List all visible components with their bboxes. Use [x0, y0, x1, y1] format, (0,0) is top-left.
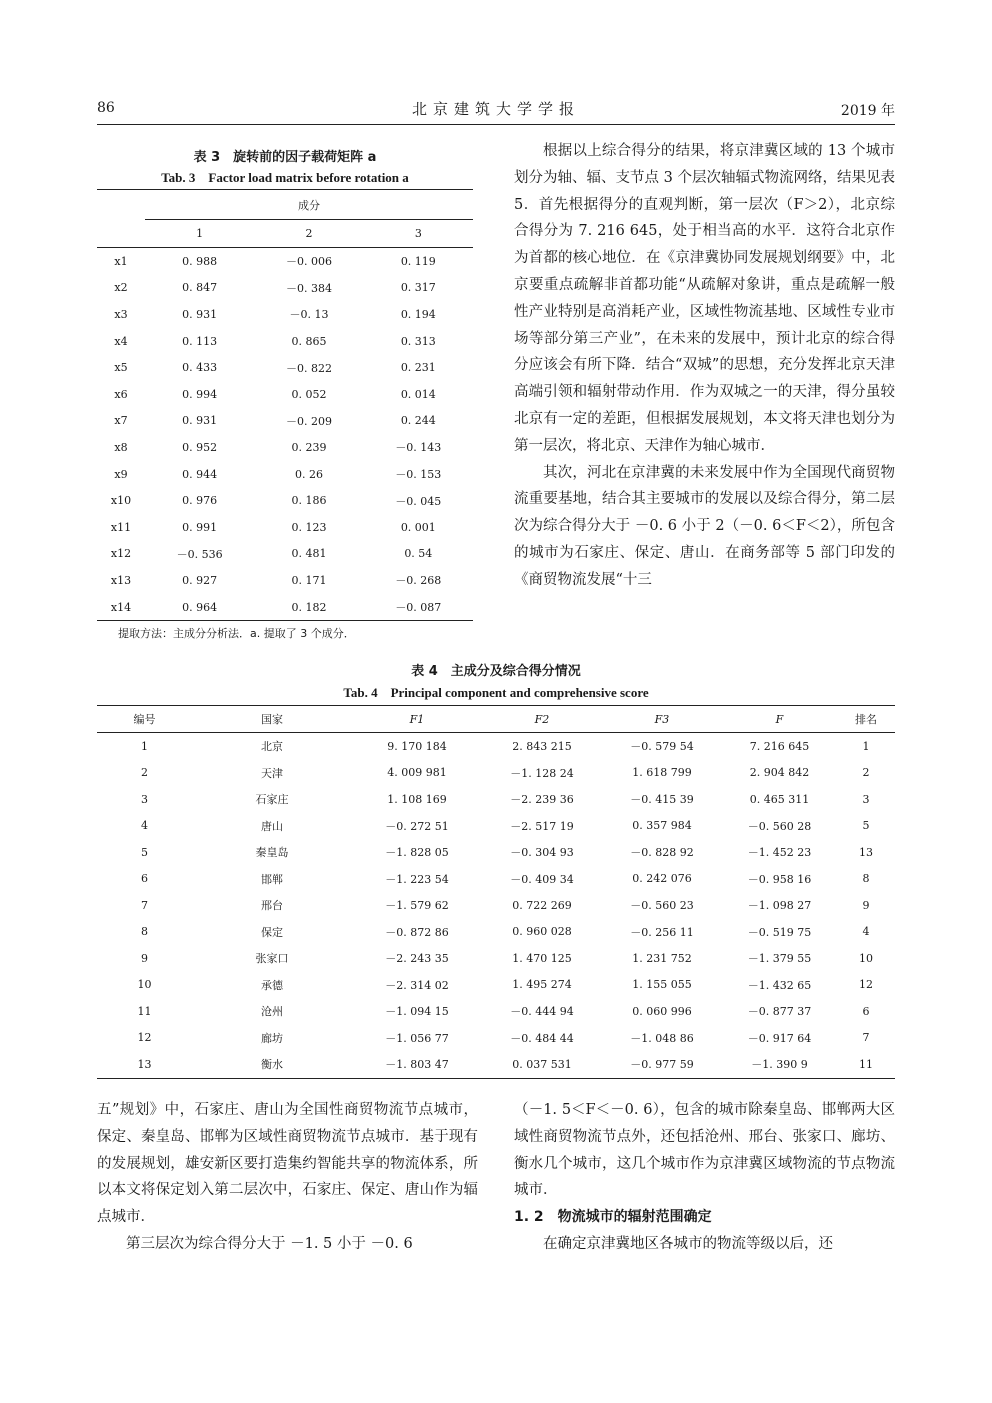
- table-cell: －1. 579 62: [385, 899, 449, 913]
- table-cell: －0. 13: [289, 308, 329, 322]
- year: 2019 年: [840, 103, 895, 119]
- table-cell: 3: [141, 792, 148, 806]
- table-row: [97, 945, 895, 972]
- table4-caption-en: Tab. 4 Principal component and comprehensive score: [343, 685, 649, 700]
- table-row: [97, 461, 473, 488]
- row-label: x1: [114, 254, 128, 268]
- table-cell: 0. 123: [291, 520, 327, 534]
- table-cell: 0. 964: [182, 600, 218, 614]
- table3-corner: [97, 190, 145, 220]
- table4-caption-cn: 表 4 主成分及综合得分情况: [411, 664, 581, 679]
- paragraph: 根据以上综合得分的结果，将京津冀区域的 13 个城市划分为轴、辐、支节点 3 个层次轴辐式物流网络，结果见表 5．首先根据得分的直观判断，第一层次（F＞2），北京综合得分为 7. 216 645，处于相当高的水平．这符合北京作为首都的核心地位．在《京津冀协同发展规划纲要》中，北京要重点疏解非首都功能“从疏解对象讲，重点是疏解一般性产业特别是高消耗产业，区域性物流基地、区域性专业市场等部分第三产业”，在未来的发展中，预计北京的综合得分应该会有所下降．结合“双城”的思想，充分发挥北京天津高端引领和辐射带动作用．作为双城之一的天津，得分虽较北京有一定的差距，但根据发展规划，本文将天津也划分为第一层次，将北京、天津作为轴心城市．: [514, 143, 895, 454]
- table-cell: 0. 991: [182, 520, 218, 534]
- table-cell: －0. 268: [395, 574, 442, 588]
- table-cell: 0. 944: [182, 467, 218, 481]
- table-cell: －1. 452 23: [747, 846, 812, 860]
- table-cell: 1. 618 799: [632, 766, 692, 780]
- table-cell: 邯郸: [261, 872, 283, 886]
- table-cell: 11: [137, 1004, 152, 1018]
- table-row: [97, 839, 895, 866]
- table-col-header: 国家: [261, 713, 283, 726]
- table-cell: 4. 009 981: [387, 766, 447, 780]
- table-cell: －0. 045: [395, 494, 442, 508]
- table-cell: 张家口: [255, 952, 289, 966]
- table-row: [97, 301, 473, 328]
- table-cell: －1. 048 86: [630, 1031, 694, 1045]
- table-cell: 0. 231: [400, 361, 436, 375]
- table-row: [97, 434, 473, 461]
- table-cell: 天津: [261, 766, 283, 780]
- table-cell: －1. 432 65: [747, 978, 812, 992]
- table-row: [97, 248, 473, 275]
- row-label: x5: [114, 361, 128, 375]
- table-row: [97, 786, 895, 813]
- table-cell: 0. 194: [400, 307, 436, 321]
- table-cell: 0. 988: [182, 254, 218, 268]
- table-cell: 3: [862, 792, 870, 806]
- table-cell: 0. 037 531: [512, 1057, 572, 1071]
- table-cell: 0. 357 984: [632, 819, 692, 833]
- table-cell: －0. 256 11: [630, 925, 694, 939]
- table-cell: 沧州: [261, 1005, 283, 1019]
- table-cell: 0. 927: [182, 573, 218, 587]
- table-cell: －2. 517 19: [510, 819, 574, 833]
- table-row: [97, 354, 473, 381]
- table-row: [97, 733, 895, 760]
- table-cell: 廊坊: [261, 1031, 283, 1045]
- table3-col-header-row: [97, 220, 473, 248]
- table-cell: 0. 186: [291, 494, 327, 508]
- table-cell: －0. 415 39: [630, 793, 694, 807]
- row-label: x2: [114, 281, 128, 295]
- body-text-right-lower: [514, 1097, 895, 1258]
- table-cell: 7: [862, 1031, 870, 1045]
- table-cell: 0. 847: [182, 281, 218, 295]
- table-cell: －0. 917 64: [747, 1031, 812, 1045]
- paragraph: 在确定京津冀地区各城市的物流等级以后，还: [543, 1235, 833, 1252]
- row-label: x9: [114, 467, 128, 481]
- table-cell: 0. 931: [182, 307, 218, 321]
- table-cell: 1. 470 125: [512, 951, 572, 965]
- table-cell: 2. 904 842: [749, 766, 810, 780]
- table-cell: －0. 087: [395, 601, 442, 615]
- table4: [97, 705, 895, 1079]
- table-row: [97, 487, 473, 514]
- table-cell: 0. 052: [291, 387, 327, 401]
- paragraph: 第三层次为综合得分大于 －1. 5 小于 －0. 6: [126, 1235, 413, 1252]
- body-text-right: [514, 138, 895, 594]
- table-cell: 0. 171: [291, 573, 327, 587]
- table-cell: 秦皇岛: [255, 846, 289, 860]
- table-cell: 北京: [261, 740, 283, 754]
- table-cell: 9: [862, 898, 870, 912]
- table-col-header: F1: [409, 712, 425, 726]
- table-cell: －0. 828 92: [630, 846, 694, 860]
- table-cell: 2: [141, 766, 148, 780]
- table3-col-header: 1: [196, 227, 204, 240]
- table-cell: 6: [862, 1004, 870, 1018]
- table-cell: －2. 243 35: [385, 952, 449, 966]
- paragraph: 其次，河北在京津冀的未来发展中作为全国现代商贸物流重要基地，结合其主要城市的发展以及综合得分，第二层次为综合得分大于 －0. 6 小于 2（－0. 6＜F＜2），所包含的城市为石家庄、保定、唐山．在商务部等 5 部门印发的《商贸物流发展“十三: [514, 464, 895, 588]
- table-cell: －0. 444 94: [510, 1005, 574, 1019]
- table-row: [97, 275, 473, 302]
- table4-header-row: [97, 706, 895, 733]
- table-cell: 0. 481: [291, 547, 327, 561]
- table-cell: －1. 128 24: [510, 766, 574, 780]
- table-cell: 0. 722 269: [512, 898, 572, 912]
- table-cell: －0. 579 54: [630, 740, 694, 754]
- table-col-header: 编号: [133, 713, 156, 726]
- table-cell: －0. 872 86: [385, 925, 449, 939]
- table-cell: 9. 170 184: [387, 739, 447, 753]
- table-cell: －2. 314 02: [385, 978, 449, 992]
- row-label: x11: [110, 520, 132, 534]
- table-row: [97, 514, 473, 541]
- table-cell: 12: [859, 978, 873, 992]
- table-cell: 1: [862, 739, 870, 753]
- table-cell: －0. 977 59: [630, 1058, 694, 1072]
- table-cell: －1. 056 77: [385, 1031, 449, 1045]
- table-cell: －1. 803 47: [385, 1058, 449, 1072]
- table-cell: 1. 231 752: [632, 951, 692, 965]
- table-cell: 13: [137, 1057, 152, 1071]
- table-cell: 承德: [261, 978, 283, 992]
- table-cell: 石家庄: [255, 793, 289, 807]
- table-cell: －1. 390 9: [751, 1058, 808, 1072]
- table-cell: 6: [141, 872, 148, 886]
- table-cell: －0. 209: [285, 414, 332, 428]
- table-cell: 唐山: [261, 819, 283, 833]
- header-rule: [97, 124, 895, 125]
- table-cell: －0. 822: [285, 361, 332, 375]
- table-cell: 0. 931: [182, 414, 218, 428]
- row-label: x7: [114, 414, 128, 428]
- journal-title: 北京建筑大学学报: [411, 100, 580, 118]
- table-cell: 4: [141, 819, 148, 833]
- table-col-header: 排名: [855, 713, 877, 726]
- table-cell: 0. 317: [400, 281, 436, 295]
- row-label: x4: [114, 334, 128, 348]
- body-text-left-lower: [97, 1097, 478, 1258]
- table-row: [97, 541, 473, 568]
- table-cell: 0. 994: [182, 387, 218, 401]
- table-cell: 0. 119: [400, 254, 436, 268]
- table-cell: 0. 113: [182, 334, 218, 348]
- table-cell: 8: [141, 925, 148, 939]
- table-cell: 0. 239: [291, 440, 327, 454]
- table-cell: 7. 216 645: [749, 739, 810, 753]
- table-cell: 5: [862, 819, 870, 833]
- table-cell: －0. 153: [395, 468, 442, 482]
- row-label: x10: [110, 494, 132, 508]
- table-cell: 0. 26: [294, 467, 323, 481]
- table3-caption-cn: 表 3 旋转前的因子载荷矩阵 a: [193, 150, 377, 165]
- table-cell: 8: [862, 872, 870, 886]
- table-row: [97, 892, 895, 919]
- table-cell: 11: [859, 1057, 873, 1071]
- table-cell: 4: [862, 925, 870, 939]
- table-cell: 13: [859, 845, 873, 859]
- table-cell: 0. 182: [291, 600, 327, 614]
- table-cell: 0. 54: [404, 547, 433, 561]
- table-cell: －0. 304 93: [510, 846, 574, 860]
- table-cell: 0. 960 028: [512, 925, 572, 939]
- page-number: 86: [97, 100, 115, 116]
- table-cell: －0. 409 34: [510, 872, 574, 886]
- table-cell: 2: [862, 766, 870, 780]
- table-cell: －1. 828 05: [385, 846, 449, 860]
- table-cell: 0. 865: [291, 334, 327, 348]
- paragraph: 五”规划》中，石家庄、唐山为全国性商贸物流节点城市，保定、秦皇岛、邯郸为区域性商贸物流节点城市．基于现有的发展规划，雄安新区要打造集约智能共享的物流体系，所以本文将保定划入第二层次中，石家庄、保定、唐山作为辐点城市．: [97, 1102, 478, 1226]
- table-cell: 0. 014: [400, 387, 436, 401]
- table-cell: －1. 098 27: [747, 899, 812, 913]
- section-heading: 1. 2 物流城市的辐射范围确定: [514, 1209, 712, 1226]
- row-label: x13: [110, 573, 132, 587]
- table-row: [97, 760, 895, 787]
- table-cell: 0. 952: [182, 440, 218, 454]
- table-cell: －0. 143: [395, 441, 442, 455]
- table-cell: 0. 001: [400, 520, 436, 534]
- table-cell: －1. 223 54: [385, 872, 449, 886]
- table-cell: 0. 313: [400, 334, 436, 348]
- table-cell: 保定: [261, 925, 283, 939]
- table-cell: 10: [137, 978, 152, 992]
- table-cell: －0. 560 23: [630, 899, 694, 913]
- table-cell: 12: [137, 1031, 152, 1045]
- table-row: [97, 866, 895, 893]
- table-cell: －0. 384: [285, 281, 332, 295]
- table-row: [97, 381, 473, 408]
- row-label: x6: [114, 387, 128, 401]
- table3-note: 提取方法：主成分分析法．a. 提取了 3 个成分．: [118, 627, 355, 640]
- table-cell: 0. 244: [400, 414, 436, 428]
- table-cell: －0. 877 37: [747, 1005, 812, 1019]
- table-cell: 7: [141, 898, 148, 912]
- table-row: [97, 328, 473, 355]
- table-cell: 0. 242 076: [632, 872, 692, 886]
- table-row: [97, 408, 473, 435]
- table3: [97, 189, 473, 621]
- table-cell: －0. 519 75: [747, 925, 812, 939]
- table-cell: －1. 379 55: [747, 952, 812, 966]
- table3-col-header: 2: [305, 227, 313, 240]
- table-col-header: F2: [534, 712, 550, 726]
- table-cell: －0. 006: [285, 255, 332, 269]
- table-cell: －2. 239 36: [510, 793, 574, 807]
- row-label: x3: [114, 307, 128, 321]
- table-cell: 邢台: [261, 899, 283, 913]
- table-row: [97, 567, 473, 594]
- table3-col-header: 3: [414, 227, 422, 240]
- table-cell: 1. 108 169: [387, 792, 447, 806]
- table-cell: 0. 465 311: [749, 792, 810, 806]
- table-cell: －0. 536: [176, 547, 223, 561]
- table3-caption-en: Tab. 3 Factor load matrix before rotation a: [161, 170, 409, 185]
- table-cell: 9: [141, 951, 148, 965]
- table-row: [97, 998, 895, 1025]
- table-cell: －0. 560 28: [747, 819, 812, 833]
- page-header: [97, 98, 895, 122]
- table3-group-header: 成分: [145, 190, 473, 220]
- table-cell: 衡水: [261, 1058, 283, 1072]
- table-col-header: F: [775, 712, 784, 726]
- table-row: [97, 813, 895, 840]
- row-label: x12: [110, 547, 132, 561]
- table-cell: 10: [859, 951, 873, 965]
- table-cell: 5: [141, 845, 148, 859]
- table-cell: 1. 155 055: [632, 978, 692, 992]
- table-cell: －1. 094 15: [385, 1005, 449, 1019]
- table-row: [97, 972, 895, 999]
- table-row: [97, 919, 895, 946]
- table-cell: 1. 495 274: [512, 978, 572, 992]
- table-cell: 2. 843 215: [512, 739, 572, 753]
- table-cell: 0. 976: [182, 494, 218, 508]
- table-row: [97, 1051, 895, 1078]
- table-cell: －0. 958 16: [747, 872, 812, 886]
- table-cell: －0. 272 51: [385, 819, 449, 833]
- table-row: [97, 1025, 895, 1052]
- row-label: x8: [114, 440, 128, 454]
- table-cell: 0. 433: [182, 361, 218, 375]
- row-label: x14: [110, 600, 132, 614]
- table-cell: －0. 484 44: [510, 1031, 574, 1045]
- table-row: [97, 594, 473, 621]
- table-cell: 1: [141, 739, 148, 753]
- table-cell: 0. 060 996: [632, 1004, 692, 1018]
- paragraph: （－1. 5＜F＜－0. 6），包含的城市除秦皇岛、邯郸两大区域性商贸物流节点外，还包括沧州、邢台、张家口、廊坊、衡水几个城市，这几个城市作为京津冀区域物流的节点物流城市．: [514, 1102, 895, 1199]
- table-col-header: F3: [654, 712, 670, 726]
